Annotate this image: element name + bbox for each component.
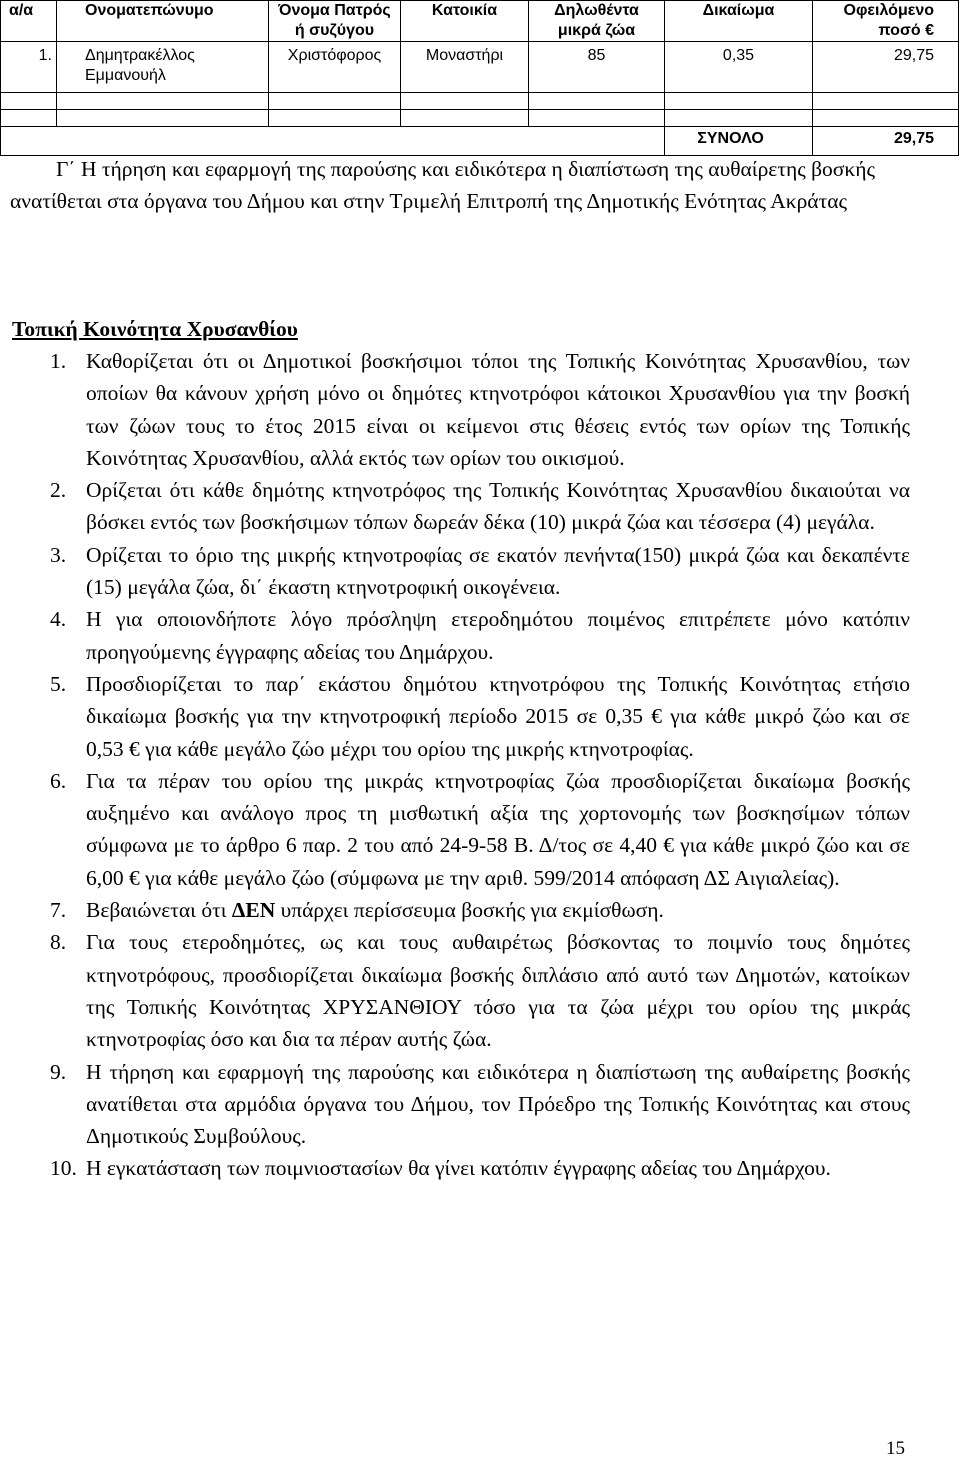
list-item-text: υπάρχει περίσσευμα βοσκής για εκμίσθωση. <box>275 898 664 923</box>
list-item-text: Για τους ετεροδημότες, ως και τους αυθαιρέτως βόσκοντας το ποιμνίο τους δημότες κτηνοτρόφους, προσδιορίζεται δικαίωμα βοσκής διπλάσιο από αυτό των Δημοτών, κατοίκων της Τοπικής Κοινότητας ΧΡΥΣΑΝΘΙΟΥ τόσο για τα ζώα μέχρι του ορίου της μικράς κτηνοτροφίας όσο και δια τα πέραν αυτής ζώα. <box>86 930 910 1052</box>
list-item-text: Καθορίζεται ότι οι Δημοτικοί βοσκήσιμοι τόποι της Τοπικής Κοινότητας Χρυσανθίου, των οποίων θα κάνουν χρήση μόνο οι δημότες κτηνοτρόφοι κάτοικοι Χρυσανθίου για την βοσκή των ζώων τους το έτος 2015 είναι οι κείμενοι στις θέσεις εντός των ορίων της Τοπικής Κοινότητας Χρυσανθίου, αλλά εκτός των ορίων του οικισμού. <box>86 349 910 470</box>
list-item-text: Βεβαιώνεται ότι <box>86 898 232 923</box>
numbered-list <box>50 345 910 1185</box>
list-item <box>50 345 910 474</box>
row-aa: 1. <box>1 42 57 93</box>
livestock-table <box>0 0 959 156</box>
list-item <box>50 1152 910 1184</box>
row-declared: 85 <box>529 42 665 93</box>
table-empty-row <box>1 110 959 127</box>
list-item-number: 6. <box>50 768 67 793</box>
list-item-text: Ορίζεται το όριο της μικρής κτηνοτροφίας σε εκατόν πενήντα(150) μικρά ζώα και δεκαπέντε (15) μεγάλα ζώα, δι΄ έκαστη κτηνοτροφική οικογένεια. <box>86 542 910 600</box>
header-right: Δικαίωμα <box>665 1 813 42</box>
list-item-text: Για τα πέραν του ορίου της μικράς κτηνοτροφίας ζώα προσδιορίζεται δικαίωμα βοσκής αυξημένο και ανάλογο προς τη μισθωτική αξία της χορτονομής των βοσκησίμων τόπων σύμφωνα με το άρθρο 6 παρ. 2 του από 24-9-58 Β. Δ/τος σε 4,40 € για κάθε μικρό ζώο και σε 6,00 € για κάθε μεγάλο ζώο (σύμφωνα με την αριθ. 599/2014 απόφαση ΔΣ Αιγιαλείας). <box>86 768 910 890</box>
list-item-text: Ορίζεται ότι κάθε δημότης κτηνοτρόφος της Τοπικής Κοινότητας Χρυσανθίου δικαιούται να βόσκει εντός των βοσκήσιμων τόπων δωρεάν δέκα (10) μικρά ζώα και τέσσερα (4) μεγάλα. <box>86 478 910 535</box>
table-row <box>1 42 959 93</box>
row-father: Χριστόφορος <box>269 42 401 93</box>
list-item <box>50 668 910 765</box>
table-empty-row <box>1 93 959 110</box>
list-item <box>50 474 910 539</box>
total-amount: 29,75 <box>813 127 959 156</box>
row-residence: Μοναστήρι <box>401 42 529 93</box>
list-item-number: 4. <box>50 607 67 632</box>
header-aa: α/α <box>1 1 57 42</box>
table-total-row <box>1 127 959 156</box>
header-declared: Δηλωθέντα μικρά ζώα <box>529 1 665 42</box>
list-item-number: 1. <box>50 349 67 373</box>
list-item-number: 8. <box>50 930 67 955</box>
header-residence: Κατοικία <box>401 1 529 42</box>
list-item <box>50 603 910 668</box>
list-item-number: 2. <box>50 478 67 503</box>
row-right: 0,35 <box>665 42 813 93</box>
list-item <box>50 926 910 1055</box>
table-header-row <box>1 1 959 42</box>
list-item-text: Η εγκατάσταση των ποιμνιοστασίων θα γίνει κατόπιν έγγραφης αδείας του Δημάρχου. <box>86 1156 831 1181</box>
list-item-text: Η τήρηση και εφαρμογή της παρούσης και ειδικότερα η διαπίστωση της αυθαίρετης βοσκής ανατίθεται στα αρμόδια όργανα του Δήμου, τον Πρόεδρο της Τοπικής Κοινότητας και στους Δημοτικούς Συμβούλους. <box>86 1059 910 1149</box>
row-amount: 29,75 <box>813 42 959 93</box>
list-item-number: 3. <box>50 542 67 567</box>
paragraph-g: Γ΄ Η τήρηση και εφαρμογή της παρούσης και ειδικότερα η διαπίστωση της αυθαίρετης βοσκής ανατίθεται στα όργανα του Δήμου και στην Τριμελή Επιτροπή της Δημοτικής Ενότητας Ακράτας <box>10 157 875 214</box>
list-item-text: Προσδιορίζεται το παρ΄ εκάστου δημότου κτηνοτρόφου της Τοπικής Κοινότητας ετήσιο δικαίωμα βοσκής για την κτηνοτροφική περίοδο 2015 σε 0,35 € για κάθε μικρό ζώο και σε 0,53 € για κάθε μεγάλο ζώο μέχρι του ορίου της μικρής κτηνοτροφίας. <box>86 671 910 761</box>
total-label: ΣΥΝΟΛΟ <box>665 127 813 156</box>
header-name: Ονοματεπώνυμο <box>57 1 269 42</box>
list-item <box>50 894 910 926</box>
row-name: Δημητρακέλλος Εμμανουήλ <box>57 42 269 93</box>
list-item-bold-text: ΔΕΝ <box>231 898 276 923</box>
list-item-number: 10. <box>50 1156 77 1181</box>
list-item-number: 9. <box>50 1059 67 1084</box>
list-item-number: 7. <box>50 898 67 923</box>
page-number: 15 <box>886 1438 905 1459</box>
section-title: Τοπική Κοινότητα Χρυσανθίου <box>12 317 298 341</box>
list-item-number: 5. <box>50 671 67 696</box>
list-item <box>50 539 910 604</box>
list-item <box>50 765 910 894</box>
list-item-text: Η για οποιονδήποτε λόγο πρόσληψη ετεροδημότου ποιμένος επιτρέπετε μόνο κατόπιν προηγούμενης έγγραφης αδείας του Δημάρχου. <box>86 607 910 664</box>
header-amount: Οφειλόμενο ποσό € <box>813 1 959 42</box>
header-father: Όνομα Πατρός ή συζύγου <box>269 1 401 42</box>
list-item <box>50 1056 910 1153</box>
